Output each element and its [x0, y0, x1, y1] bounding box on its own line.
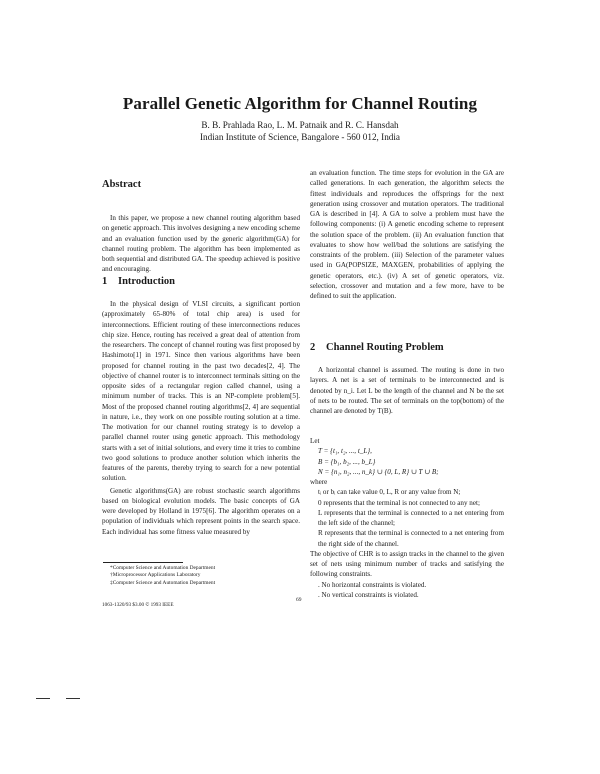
where-label: where — [310, 478, 328, 486]
footnote-rule — [103, 562, 183, 563]
right-column-intro — [310, 168, 504, 301]
math-line-2: B = {b₁, b₂, ..., b_L} — [318, 457, 376, 466]
intro-paragraph-1: In the physical design of VLSI circuits, a significant portion (approximately 65-80% of total chip area) is used for interconnections. Efficient routing of these interconnections reduces chip size. Hence, routing has received a great deal of attention from the researchers. The concept of channel routing was first proposed by Hashimoto[1] in 1971. Since then various algorithms have been proposed for channel routing in the past two decades[2, 4]. The objective of channel router is to interconnect terminals sitting on the opposite sides of a rectangular region called channel, using a minimum number of tracks. This is an NP-complete problem[5]. Most of the proposed channel routing algorithms[2, 4] are sequential in nature, i.e., they work on one possible routing solution at a time. The motivation for our channel routing strategy is to develop a parallel channel router using genetic approach. This methodology starts with a set of initial solutions, and every time it tries to combine two good solutions to produce another solution which inherits the features of the parents, thereby trying to search for a new potential solution. — [102, 300, 300, 483]
paper-title: Parallel Genetic Algorithm for Channel Routing — [122, 94, 478, 113]
abstract-text: In this paper, we propose a new channel routing algorithm based on genetic approach. This involves designing a new encoding scheme and an evaluation function used by the generic algorithm(GA) for channel routing problem. The algorithm has been implemented as both sequential and distributed GA. The speedup achieved is positive and encouraging. — [102, 214, 300, 274]
definition-2: 0 represents that the terminal is not connected to any net; — [318, 498, 480, 507]
let-label: Let — [310, 437, 320, 445]
margin-tick — [36, 698, 50, 699]
math-line-1: T = {t₁, t₂, ..., t_L}, — [318, 447, 372, 456]
footnote-2: †Microprocessor Applications Laboratory — [110, 572, 201, 579]
section-2-body — [310, 365, 504, 416]
section-2-paragraph: A horizontal channel is assumed. The routing is done in two layers. A net is a set of terminals to be interconnected and is denoted by n_i. Let L be the length of the channel and N be the set of nets to be routed. The set of terminals on the top(bottom) of the channel are denoted by T(B). — [310, 366, 504, 415]
margin-tick — [66, 698, 80, 699]
page-number: 69 — [296, 597, 302, 603]
footnote-3: ‡Computer Science and Automation Department — [110, 579, 216, 586]
constraint-1: . No horizontal constraints is violated. — [318, 580, 427, 589]
definitions-block — [310, 436, 504, 600]
footnote-1: *Computer Science and Automation Department — [110, 565, 216, 571]
definition-4: R represents that the terminal is connected to a net entering from the right side of the channel. — [318, 529, 504, 548]
author-list: B. B. Prahlada Rao, L. M. Patnaik and R. C. Hansdah — [201, 120, 399, 130]
objective-text: The objective of CHR is to assign tracks in the channel to the given set of nets using minimum number of tracks and satisfying the following constraints. — [310, 549, 504, 579]
intro-paragraph-2: Genetic algorithms(GA) are robust stochastic search algorithms based on biological evolution models. The basic concepts of GA were developed by Holland in 1975[6]. The algorithm operates on a population of individuals which represent points in the search space. Each individual has some fitness value measured by — [102, 486, 300, 536]
intro-continuation: an evaluation function. The time steps for evolution in the GA are called generations. In each generation, the algorithm selects the fittest individuals and reproduces the offsprings for the next generation using crossover and mutation operators. The traditional GA is described in [4]. A GA to solve a problem must have the following components: (i) A genetic encoding scheme to represent the solution space of the problem. (ii) An evaluation function that evaluates to show how well/bad the solutions are satisfying the constraints of the problem. (iii) Selection of the parameter values used in GA(POPSIZE, MAXGEN, probabilities of applying the genetic operators, etc.). (iv) A set of genetic operators, viz. selection, crossover and mutation and a few more, have to be defined to suit the application. — [310, 169, 504, 300]
section-number: 2 — [310, 342, 316, 353]
affiliation: Indian Institute of Science, Bangalore - 560 012, India — [199, 132, 401, 142]
issn-line: 1063-1320/93 $3.00 © 1993 IEEE — [102, 602, 174, 608]
section-2-heading — [310, 342, 444, 353]
definition-3: L represents that the terminal is connected to a net entering from the left side of the channel; — [318, 508, 504, 527]
constraint-2: . No vertical constraints is violated. — [318, 590, 419, 599]
abstract-heading: Abstract — [102, 179, 142, 190]
section-title: Introduction — [118, 276, 175, 287]
section-1-heading — [102, 276, 175, 287]
abstract-body — [102, 213, 300, 275]
introduction-body — [102, 299, 300, 537]
footnotes — [110, 565, 300, 587]
section-title: Channel Routing Problem — [326, 342, 444, 353]
section-number: 1 — [102, 276, 108, 287]
definition-1: tᵢ or bᵢ can take value 0, L, R or any value from N; — [318, 488, 461, 497]
math-line-3: N = {n₁, n₂, ..., n_k} ∪ {0, L, R} ∪ T ∪ B; — [318, 467, 439, 476]
